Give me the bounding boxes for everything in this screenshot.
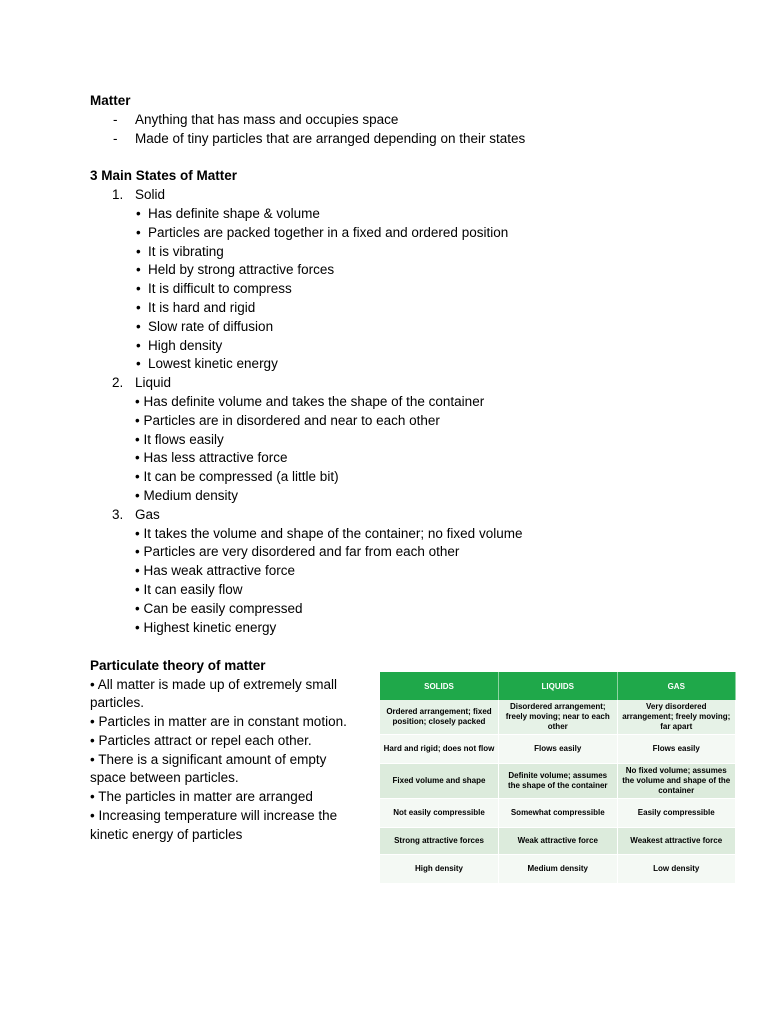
- theory-line: • There is a significant amount of empty: [90, 752, 327, 767]
- table-cell: Strong attractive forces: [380, 828, 499, 855]
- table-row: [380, 735, 736, 764]
- bullet: •: [136, 319, 141, 334]
- table-cell: Weakest attractive force: [617, 828, 736, 855]
- solid-item: Lowest kinetic energy: [148, 356, 278, 371]
- table-cell: No fixed volume; assumes the volume and shape of the container: [617, 764, 736, 799]
- theory-heading: Particulate theory of matter: [90, 658, 266, 673]
- solid-item: Slow rate of diffusion: [148, 319, 274, 334]
- solid-item: It is hard and rigid: [148, 300, 256, 315]
- bullet: •: [136, 281, 141, 296]
- theory-line: particles.: [90, 695, 145, 710]
- gas-number: 3.: [112, 507, 124, 522]
- header-liquids: LIQUIDS: [499, 672, 618, 700]
- bullet: •: [136, 225, 141, 240]
- bullet: •: [136, 300, 141, 315]
- states-heading: 3 Main States of Matter: [90, 168, 238, 183]
- table-cell: Somewhat compressible: [499, 799, 618, 828]
- solid-item: High density: [148, 338, 223, 353]
- table-header-row: [380, 672, 736, 700]
- table-cell: Easily compressible: [617, 799, 736, 828]
- bullet: •: [136, 244, 141, 259]
- solid-item: Has definite shape & volume: [148, 206, 320, 221]
- table-cell: Very disordered arrangement; freely moving; far apart: [617, 700, 736, 735]
- header-gas: GAS: [617, 672, 736, 700]
- liquid-item: • Has less attractive force: [135, 450, 288, 465]
- liquid-item: • Particles are in disordered and near to each other: [135, 413, 440, 428]
- liquid-item: • Medium density: [135, 488, 239, 503]
- theory-line: • Increasing temperature will increase the: [90, 808, 338, 823]
- solid-item: It is vibrating: [148, 244, 224, 259]
- solid-item: Held by strong attractive forces: [148, 262, 335, 277]
- gas-item: • It takes the volume and shape of the container; no fixed volume: [135, 526, 523, 541]
- theory-line: • Particles attract or repel each other.: [90, 733, 312, 748]
- dash-bullet: -: [113, 131, 118, 146]
- table-cell: Medium density: [499, 855, 618, 884]
- matter-item: Made of tiny particles that are arranged depending on their states: [135, 131, 526, 146]
- gas-label: Gas: [135, 507, 160, 522]
- table-cell: Fixed volume and shape: [380, 764, 499, 799]
- gas-item: • Particles are very disordered and far from each other: [135, 544, 460, 559]
- table-row: [380, 700, 736, 735]
- table-row: [380, 799, 736, 828]
- table-cell: Not easily compressible: [380, 799, 499, 828]
- liquid-item: • It flows easily: [135, 432, 224, 447]
- liquid-item: • Has definite volume and takes the shape of the container: [135, 394, 485, 409]
- table-cell: High density: [380, 855, 499, 884]
- table-cell: Flows easily: [499, 735, 618, 764]
- liquid-item: • It can be compressed (a little bit): [135, 469, 339, 484]
- theory-line: space between particles.: [90, 770, 239, 785]
- table-row: [380, 828, 736, 855]
- table-row: [380, 855, 736, 884]
- table-cell: Disordered arrangement; freely moving; near to each other: [499, 700, 618, 735]
- liquid-label: Liquid: [135, 375, 172, 390]
- table-cell: Ordered arrangement; fixed position; closely packed: [380, 700, 499, 735]
- table-cell: Weak attractive force: [499, 828, 618, 855]
- bullet: •: [136, 338, 141, 353]
- liquid-number: 2.: [112, 375, 124, 390]
- theory-line: • All matter is made up of extremely small: [90, 677, 338, 692]
- states-comparison-table: [380, 672, 736, 884]
- table-cell: Definite volume; assumes the shape of the container: [499, 764, 618, 799]
- theory-line: • The particles in matter are arranged: [90, 789, 313, 804]
- table-row: [380, 764, 736, 799]
- gas-item: • Has weak attractive force: [135, 563, 296, 578]
- gas-item: • It can easily flow: [135, 582, 243, 597]
- theory-line: kinetic energy of particles: [90, 827, 243, 842]
- solid-label: Solid: [135, 187, 166, 202]
- solid-item: Particles are packed together in a fixed and ordered position: [148, 225, 509, 240]
- table-cell: Hard and rigid; does not flow: [380, 735, 499, 764]
- bullet: •: [136, 356, 141, 371]
- gas-item: • Highest kinetic energy: [135, 620, 277, 635]
- matter-heading: Matter: [90, 93, 131, 108]
- dash-bullet: -: [113, 112, 118, 127]
- theory-line: • Particles in matter are in constant motion.: [90, 714, 347, 729]
- solid-item: It is difficult to compress: [148, 281, 292, 296]
- table-cell: Low density: [617, 855, 736, 884]
- bullet: •: [136, 206, 141, 221]
- header-solids: SOLIDS: [380, 672, 499, 700]
- gas-item: • Can be easily compressed: [135, 601, 303, 616]
- table-cell: Flows easily: [617, 735, 736, 764]
- matter-item: Anything that has mass and occupies space: [135, 112, 399, 127]
- bullet: •: [136, 262, 141, 277]
- solid-number: 1.: [112, 187, 124, 202]
